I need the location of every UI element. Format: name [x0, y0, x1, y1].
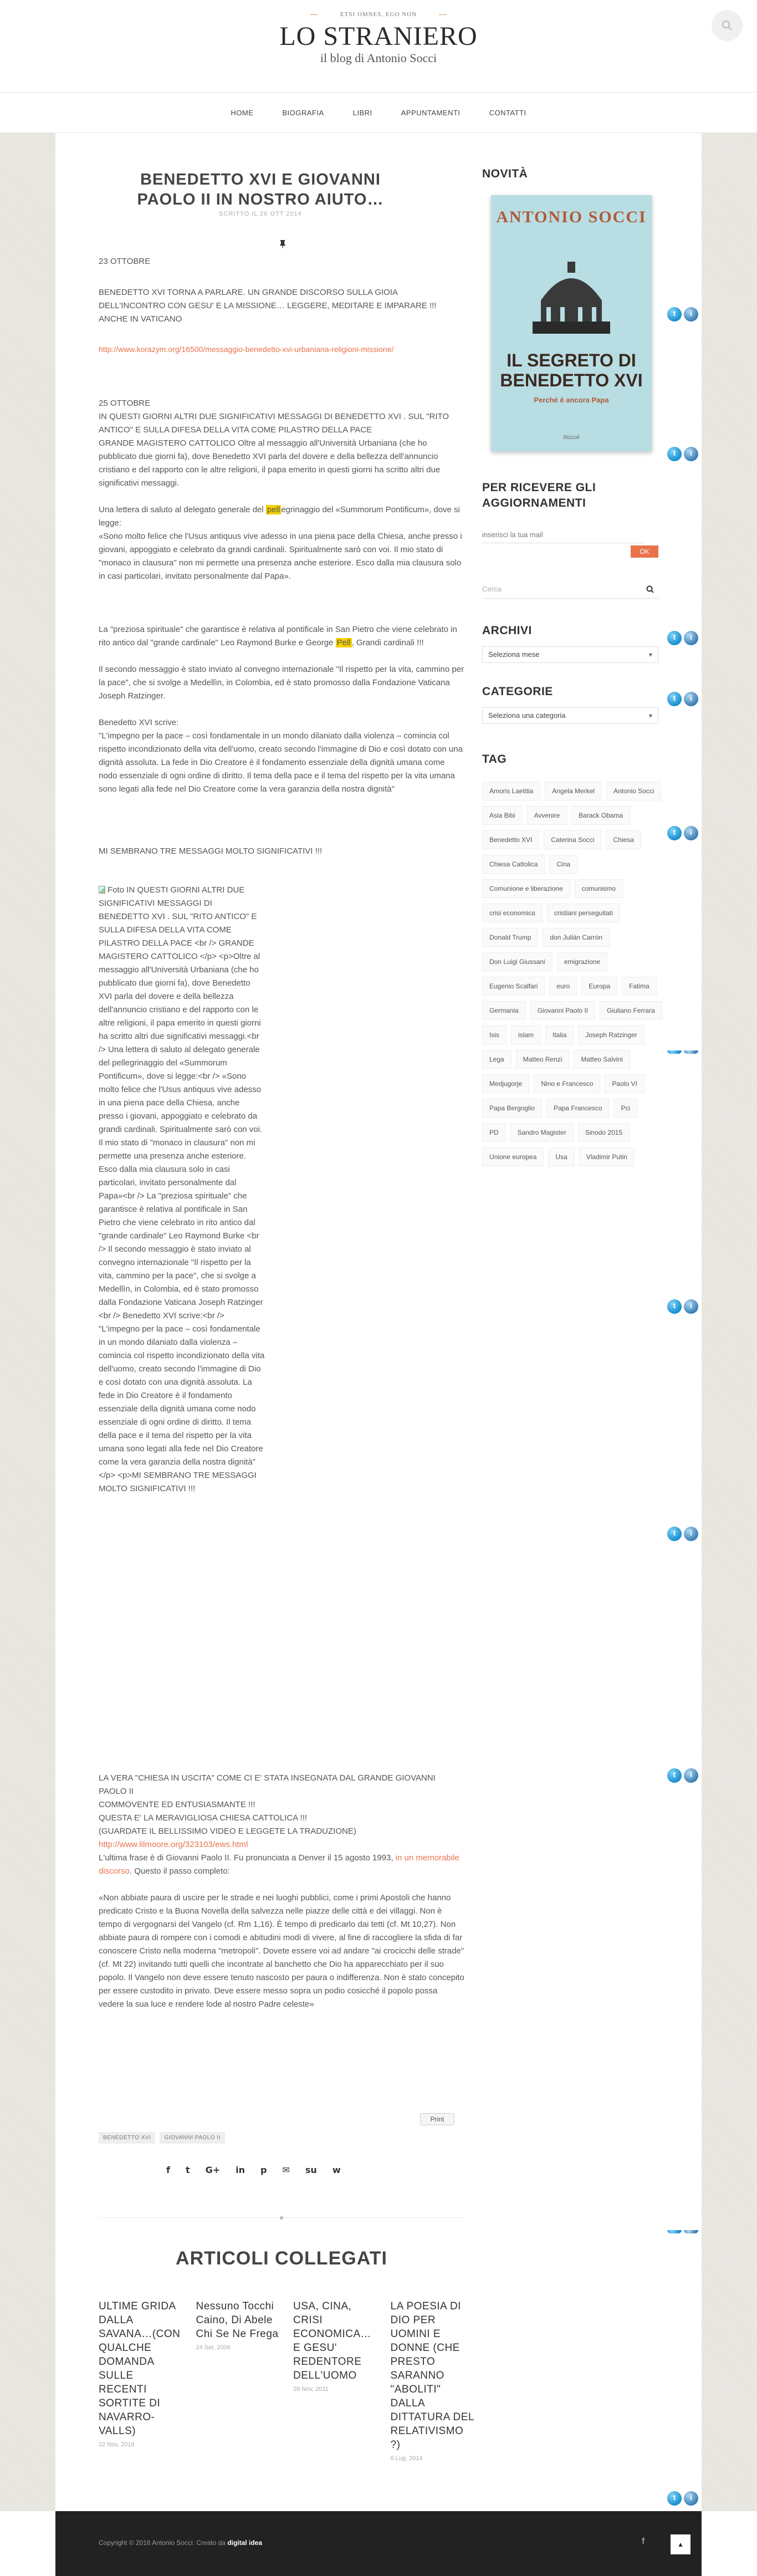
sidebar-tag[interactable]: Antonio Socci — [606, 782, 661, 800]
pinterest-share-icon[interactable]: p — [260, 2165, 267, 2175]
facebook-icon[interactable] — [684, 826, 698, 840]
post-paragraph-3-chiesa: QUESTA E' LA MERAVIGLIOSA CHIESA CATTOLICA !!! — [99, 1813, 308, 1823]
twitter-icon[interactable] — [667, 2491, 682, 2506]
related-item-date: 28 Nov, 2011 — [293, 2386, 329, 2393]
floating-socials — [667, 826, 700, 840]
sidebar-tag[interactable]: Paolo VI — [605, 1074, 644, 1093]
twitter-icon[interactable] — [667, 1527, 682, 1541]
related-item[interactable] — [99, 2299, 184, 2462]
twitter-share-icon[interactable]: t — [185, 2165, 190, 2175]
sidebar-tag[interactable]: Benedetto XVI — [482, 830, 539, 849]
sidebar-tag[interactable]: Lega — [482, 1050, 512, 1069]
post-paragraph-2-letter — [99, 503, 464, 530]
post-paragraph-2-preziosa — [99, 623, 464, 650]
post-date: SCRITTO IL 26 OTT 2014 — [219, 211, 302, 217]
related-item-date: 6 Lug, 2014 — [390, 2455, 423, 2462]
site-subtitle: il blog di Antonio Socci — [320, 51, 437, 65]
sidebar-tag[interactable]: Chiesa Cattolica — [482, 855, 545, 874]
floating-socials — [667, 1768, 700, 1783]
twitter-icon[interactable] — [667, 2230, 682, 2233]
sidebar-tag[interactable]: Giuliano Ferrara — [600, 1001, 662, 1020]
related-heading: ARTICOLI COLLEGATI — [176, 2248, 387, 2269]
book-author: ANTONIO SOCCI — [496, 208, 647, 226]
related-item[interactable] — [391, 2299, 476, 2462]
sidebar-tag[interactable]: Pci — [613, 1099, 637, 1118]
post-paragraph-1: BENEDETTO XVI TORNA A PARLARE. UN GRANDE DISCORSO SULLA GIOIA DELL'INCONTRO CON GESU' E LA MISSIONE… LEGGERE, MEDITARE E IMPARARE !!! ANCHE IN VATICANO — [99, 288, 437, 324]
archivi-heading: ARCHIVI — [482, 624, 532, 637]
preziosa-text-post: , Grandi cardinali !!! — [351, 638, 424, 647]
post-paragraph-2-date: 25 OTTOBRE — [99, 399, 151, 408]
facebook-icon[interactable] — [684, 307, 698, 322]
sidebar-tag[interactable]: Isis — [482, 1026, 507, 1044]
sidebar-tag[interactable]: Eugenio Scalfari — [482, 977, 545, 996]
post-paragraph-1-date: 23 OTTOBRE — [99, 257, 151, 266]
related-item-title[interactable]: USA, CINA, CRISI ECONOMICA… E GESU' REDENTORE DELL'UOMO — [293, 2300, 372, 2381]
sidebar-tag[interactable]: euro — [549, 977, 577, 996]
sidebar-tag[interactable]: Barack Obama — [571, 806, 630, 825]
linkedin-share-icon[interactable]: in — [236, 2165, 245, 2175]
post-paragraph-2-heading: IN QUESTI GIORNI ALTRI DUE SIGNIFICATIVI MESSAGGI DI BENEDETTO XVI . SUL "RITO ANTICO" E SULLA DIFESA DELLA VITA COME PILASTRO DELLA PACE — [99, 412, 449, 435]
floating-socials — [667, 1050, 700, 1054]
share-buttons — [166, 2165, 341, 2175]
tag-cloud — [482, 782, 665, 1166]
whatsapp-share-icon[interactable]: w — [332, 2165, 341, 2175]
site-title[interactable]: LO STRANIERO — [279, 22, 478, 51]
nav-biografia[interactable]: BIOGRAFIA — [282, 108, 324, 117]
email-share-icon[interactable]: ✉ — [282, 2165, 290, 2175]
related-item-date: 22 Nov, 2016 — [99, 2441, 135, 2448]
twitter-icon[interactable] — [667, 631, 682, 645]
sidebar-tag[interactable]: Matteo Renzi — [516, 1050, 570, 1069]
pin-icon — [280, 240, 285, 249]
post-link-video[interactable]: http://www.lilmoore.org/323103/ews.html — [99, 1840, 248, 1849]
sidebar-tag[interactable]: Giovanni Paolo II — [530, 1001, 595, 1020]
nav-home[interactable]: HOME — [231, 108, 254, 117]
related-item-title[interactable]: LA POESIA DI DIO PER UOMINI E DONNE (CHE PRESTO SARANNO "ABOLITI" DALLA DITTATURA DEL RELATIVISMO ?) — [390, 2300, 474, 2451]
denver-text-pre: L'ultima frase è di Giovanni Paolo II. Fu pronunciata a Denver il 15 agosto 1993, — [99, 1853, 393, 1863]
sidebar-search-input[interactable] — [482, 580, 658, 599]
related-item-title[interactable]: ULTIME GRIDA DALLA SAVANA…(CON QUALCHE DOMANDA SULLE RECENTI SORTITE DI NAVARRO-VALLS) — [99, 2300, 181, 2437]
sidebar-tag[interactable]: Usa — [548, 1147, 574, 1166]
twitter-icon[interactable] — [667, 692, 682, 706]
subscribe-button[interactable]: OK — [631, 545, 658, 558]
facebook-icon[interactable] — [684, 447, 698, 461]
sidebar-novita-heading: NOVITÀ — [482, 167, 528, 180]
archivi-select[interactable]: Seleziona mese ▾ — [482, 646, 658, 663]
facebook-icon[interactable] — [684, 1299, 698, 1314]
book-title: IL SEGRETO DI BENEDETTO XVI — [500, 350, 643, 390]
post-title: BENEDETTO XVI E GIOVANNI PAOLO II IN NOSTRO AIUTO… — [137, 171, 384, 208]
stumbleupon-share-icon[interactable]: su — [305, 2165, 317, 2175]
related-item[interactable] — [293, 2299, 378, 2462]
sidebar-tag[interactable]: Joseph Ratzinger — [578, 1026, 644, 1044]
related-item[interactable] — [196, 2299, 282, 2462]
sidebar-tag[interactable]: Amoris Laetitia — [482, 782, 540, 800]
sidebar-tag[interactable]: Chiesa — [606, 830, 641, 849]
post-tag[interactable]: BENEDETTO XVI — [99, 2132, 155, 2144]
related-item-title[interactable]: Nessuno Tocchi Caino, Di Abele Chi Se Ne Frega — [196, 2300, 279, 2340]
nav-contatti[interactable]: CONTATTI — [489, 108, 526, 117]
sidebar-tag[interactable]: Asia Bibi — [482, 806, 523, 825]
highlight-pell-1: pell — [267, 505, 280, 514]
post-tags — [99, 2132, 225, 2144]
site-motto: ETSI OMNES, EGO NON — [294, 11, 463, 18]
site-footer — [55, 2511, 702, 2576]
post-paragraph-2-intro: GRANDE MAGISTERO CATTOLICO Oltre al messaggio all'Università Urbaniana (che ho pubblicato due giorni fa), dove Benedetto XVI parla del dovere e della bellezza dell'annuncio cristiano e del rapporto con le altre religioni, il papa emerito in questi giorni ha scritto altri due significativi messaggi. — [99, 438, 441, 488]
google-plus-share-icon[interactable]: G+ — [205, 2165, 221, 2175]
related-item-date: 24 Set, 2006 — [196, 2344, 231, 2351]
sidebar-tag[interactable]: Angela Merkel — [545, 782, 602, 800]
highlight-pell-2: Pell — [336, 638, 351, 647]
sidebar-tag[interactable]: Papa Bergoglio — [482, 1099, 542, 1118]
sidebar-tag[interactable]: Medjugorje — [482, 1074, 529, 1093]
nav-libri[interactable]: LIBRI — [352, 108, 372, 117]
main-nav — [0, 92, 757, 133]
letter-text-post: egrinaggio del «Summorum Pontificum», dove si legge: — [99, 505, 460, 528]
book-subtitle: Perché è ancora Papa — [534, 396, 609, 404]
side-pattern-right — [702, 133, 757, 2511]
facebook-icon[interactable] — [684, 1527, 698, 1541]
floating-socials — [667, 2491, 700, 2506]
copyright-text: Copyright © 2016 Antonio Socci. Creato da — [99, 2539, 228, 2547]
footer-facebook-icon[interactable]: f — [642, 2537, 645, 2546]
subscribe-heading: PER RICEVERE GLI AGGIORNAMENTI — [482, 481, 596, 509]
post-link-korazym[interactable]: http://www.korazym.org/16500/messaggio-benedetto-xvi-urbaniana-religioni-missione/ — [99, 345, 394, 354]
designer-link[interactable]: digital idea — [227, 2539, 262, 2547]
sidebar-tag[interactable]: Sandro Magister — [510, 1123, 574, 1142]
facebook-icon[interactable] — [684, 1050, 698, 1054]
facebook-icon[interactable] — [684, 631, 698, 645]
search-icon — [722, 20, 733, 31]
post-quote-3: «Non abbiate paura di uscire per le strade e nei luoghi pubblici, come i primi Apostoli che hanno predicato Cristo e la Buona Novella della salvezza nelle piazze delle città e dei villaggi. Non è tempo di vergognarsi del Vangelo (cf. Rm 1,16). È tempo di predicarlo dai tetti (cf. Mt 10,27). Non abbiate paura di rompere con i comodi e abitudini modi di vivere, al fine di raccogliere la sfida di far conoscere Cristo nella moderna "metropoli". Dovete essere voi ad andare "ai crocicchi delle strade" (cf. Mt 22) invitando tutti quelli che incontrate al banchetto che Dio ha apparecchiato per il suo popolo. Il Vangelo non deve essere tenuto nascosto per paura o indifferenza. Non è stato concepito per essere custodito in privato. Deve essere messo sopra un podio cosicché il popolo possa vedere la sua luce e rendere lode al nostro Padre celeste» — [99, 1893, 464, 2009]
related-articles — [99, 2299, 475, 2462]
post-quote-1: «Sono molto felice che l'Usus antiquus vive adesso in una piena pace della Chiesa, anche presso i giovani, appoggiato e celebrato da grandi cardinali. Spiritualmente sarò con voi. Il mio stato di "monaco in clausura" non mi permette una presenza anche esteriore. Esco dalla mia clausura solo in casi particolari, invitato personalmente dal Papa». — [99, 532, 462, 581]
post-quote-2: "L'impegno per la pace – così fondamentale in un mondo dilaniato dalla violenza – comincia col rispetto incondizionato della vita dell'uomo, creato secondo l'immagine di Dio e così dotato con una dignità assoluta. La fede in Dio Creatore è il fondamento essenziale della dignità umana come nodo essenziale di ogni ordine di diritto. Il tema della pace e il tema del rispetto per la vita umana sono legati alla fede nel Dio Creatore come la vera garanzia della nostra dignità" — [99, 731, 463, 794]
floating-socials — [667, 447, 700, 461]
sidebar-tag[interactable]: Comunione e liberazione — [482, 879, 570, 898]
floating-socials — [667, 631, 700, 645]
broken-image — [99, 884, 265, 1496]
sidebar-tag[interactable]: Avvenire — [527, 806, 567, 825]
sidebar-tag[interactable]: Fatima — [622, 977, 657, 996]
categorie-select[interactable]: Seleziona una categoria ▾ — [482, 707, 658, 724]
book-publisher: Rizzoli — [563, 435, 580, 441]
print-button[interactable]: Print — [420, 2113, 454, 2125]
search-toggle[interactable] — [712, 10, 743, 41]
search-icon[interactable] — [646, 585, 654, 593]
sidebar-tag[interactable]: Europa — [581, 977, 617, 996]
side-pattern-left — [0, 133, 55, 2511]
sidebar-tag[interactable]: emigrazione — [557, 952, 607, 971]
tag-heading: TAG — [482, 753, 507, 766]
post-paragraph-3-denver — [99, 1851, 464, 1878]
dome-illustration — [530, 256, 613, 334]
divider-dot — [280, 2216, 283, 2220]
sidebar-tag[interactable]: Don Luigi Giussani — [482, 952, 553, 971]
sidebar-tag[interactable]: crisi economica — [482, 904, 543, 922]
back-to-top-button[interactable]: ▲ — [671, 2534, 690, 2554]
twitter-icon[interactable] — [667, 307, 682, 322]
facebook-icon[interactable] — [684, 2491, 698, 2506]
facebook-icon[interactable] — [684, 2230, 698, 2233]
floating-socials — [667, 2230, 700, 2233]
footer-copyright — [99, 2539, 262, 2547]
sidebar-tag[interactable]: PD — [482, 1123, 506, 1142]
twitter-icon[interactable] — [667, 447, 682, 461]
facebook-share-icon[interactable]: f — [166, 2165, 170, 2175]
sidebar-tag[interactable]: don Julián Carrón — [543, 928, 610, 947]
letter-text-pre: Una lettera di saluto al delegato generale del — [99, 505, 266, 514]
sidebar-tag[interactable]: Cina — [549, 855, 577, 874]
facebook-icon[interactable] — [684, 1768, 698, 1783]
sidebar-tag[interactable]: islam — [511, 1026, 541, 1044]
twitter-icon[interactable] — [667, 1768, 682, 1783]
sidebar-tag[interactable]: Nino e Francesco — [534, 1074, 600, 1093]
sidebar-tag[interactable]: Unione europea — [482, 1147, 544, 1166]
sidebar-tag[interactable]: Italia — [545, 1026, 574, 1044]
sidebar-tag[interactable]: Sinodo 2015 — [578, 1123, 630, 1142]
twitter-icon[interactable] — [667, 1050, 682, 1054]
twitter-icon[interactable] — [667, 826, 682, 840]
sidebar-tag[interactable]: comunismo — [575, 879, 623, 898]
broken-image-alt: Foto IN QUESTI GIORNI ALTRI DUE SIGNIFICATIVI MESSAGGI DI BENEDETTO XVI . SUL "RITO ANTICO" E SULLA DIFESA DELLA VITA COME PILASTRO DELLA PACE <br /> GRANDE MAGISTERO CATTOLICO </p> <p>Oltre al messaggio all'Università Urbaniana (che ho pubblicato due giorni fa), dove Benedetto XVI parla del dovere e della bellezza dell'annuncio cristiano e del rapporto con le altre religioni, il papa emerito in questi giorni ha scritto altri due significativi messaggi.<br /> Una lettera di saluto al delegato generale del pellegrinaggio del «Summorum Pontificum», dove si legge:<br /> «Sono molto felice che l'Usus antiquus vive adesso in una piena pace della Chiesa, anche presso i giovani, appoggiato e celebrato da grandi cardinali. Spiritualmente sarò con voi. Il mio stato di "monaco in clausura" non mi permette una presenza anche esteriore. Esco dalla mia clausura solo in casi particolari, invitato personalmente dal Papa»<br /> La "preziosa spirituale" che garantisce è relativa al pontificale in San Pietro che viene celebrato in rito antico dal "grande cardinale" Leo Raymond Burke <br /> Il secondo messaggio è stato inviato al convegno internazionale "Il rispetto per la vita, cammino per la pace", che si svolge a Medellìn, in Colombia, ed è stato promosso dalla Fondazione Vaticana Joseph Ratzinger <br /> Benedetto XVI scrive:<br /> "L'impegno per la pace – così fondamentale in un mondo dilaniato dalla violenza – comincia col rispetto incondizionato della vita dell'uomo, creato secondo l'immagine di Dio e così dotato con una dignità assoluta. La fede in Dio Creatore è il fondamento essenziale della dignità umana come nodo essenziale di ogni ordine di diritto. Il tema della pace e il tema del rispetto per la vita umana sono legati alla fede nel Dio Creatore come la vera garanzia della nostra dignità" </p> <p>MI SEMBRANO TRE MESSAGGI MOLTO SIGNIFICATIVI !!! — [99, 885, 265, 1493]
denver-text-post: . Questo il passo completo: — [129, 1866, 230, 1876]
floating-socials — [667, 692, 700, 706]
facebook-icon[interactable] — [684, 692, 698, 706]
subscribe-email-field[interactable]: inserisci la tua mail — [482, 528, 643, 543]
discorso-link[interactable]: in un memorabile discorso — [99, 1853, 459, 1876]
post-paragraph-3-commovente: COMMOVENTE ED ENTUSIASMANTE !!! — [99, 1800, 255, 1809]
post-paragraph-3-heading: LA VERA "CHIESA IN USCITA" COME CI E' STATA INSEGNATA DAL GRANDE GIOVANNI PAOLO II — [99, 1773, 436, 1796]
post-tag[interactable]: GIOVANNI PAOLO II — [160, 2132, 224, 2144]
floating-socials — [667, 1527, 700, 1541]
nav-appuntamenti[interactable]: APPUNTAMENTI — [401, 108, 461, 117]
sidebar-tag[interactable]: Vladimir Putin — [579, 1147, 635, 1166]
site-header — [0, 0, 757, 65]
sidebar-tag[interactable]: cristiani perseguitati — [547, 904, 620, 922]
post-paragraph-2-scrive: Benedetto XVI scrive: — [99, 718, 179, 727]
post-paragraph-2-closing: MI SEMBRANO TRE MESSAGGI MOLTO SIGNIFICATIVI !!! — [99, 846, 323, 856]
sidebar-tag[interactable]: Germania — [482, 1001, 526, 1020]
book-cover[interactable] — [491, 195, 652, 451]
search-placeholder: Cerca — [482, 585, 502, 593]
preziosa-text-pre: La "preziosa spirituale" che garantisce è relativa al pontificale in San Pietro che viene celebrato in rito antico dal "grande cardinale" Leo Raymond Burke e George — [99, 625, 457, 647]
post-paragraph-2-medellin: Il secondo messaggio è stato inviato al convegno internazionale "Il rispetto per la vita, cammino per la pace", che si svolge a Medellìn, in Colombia, ed è stato promosso dalla Fondazione Vaticana Joseph Ratzinger. — [99, 665, 464, 701]
sidebar-tag[interactable]: Donald Trump — [482, 928, 538, 947]
sidebar-tag[interactable]: Caterina Socci — [544, 830, 601, 849]
sidebar-tag[interactable]: Papa Francesco — [546, 1099, 609, 1118]
sidebar-tag[interactable]: Matteo Salvini — [574, 1050, 630, 1069]
broken-image-icon — [99, 886, 105, 894]
floating-socials — [667, 1299, 700, 1314]
twitter-icon[interactable] — [667, 1299, 682, 1314]
floating-socials — [667, 307, 700, 322]
categorie-heading: CATEGORIE — [482, 685, 553, 698]
post-paragraph-3-video: (GUARDATE IL BELLISSIMO VIDEO E LEGGETE LA TRADUZIONE) — [99, 1827, 356, 1836]
